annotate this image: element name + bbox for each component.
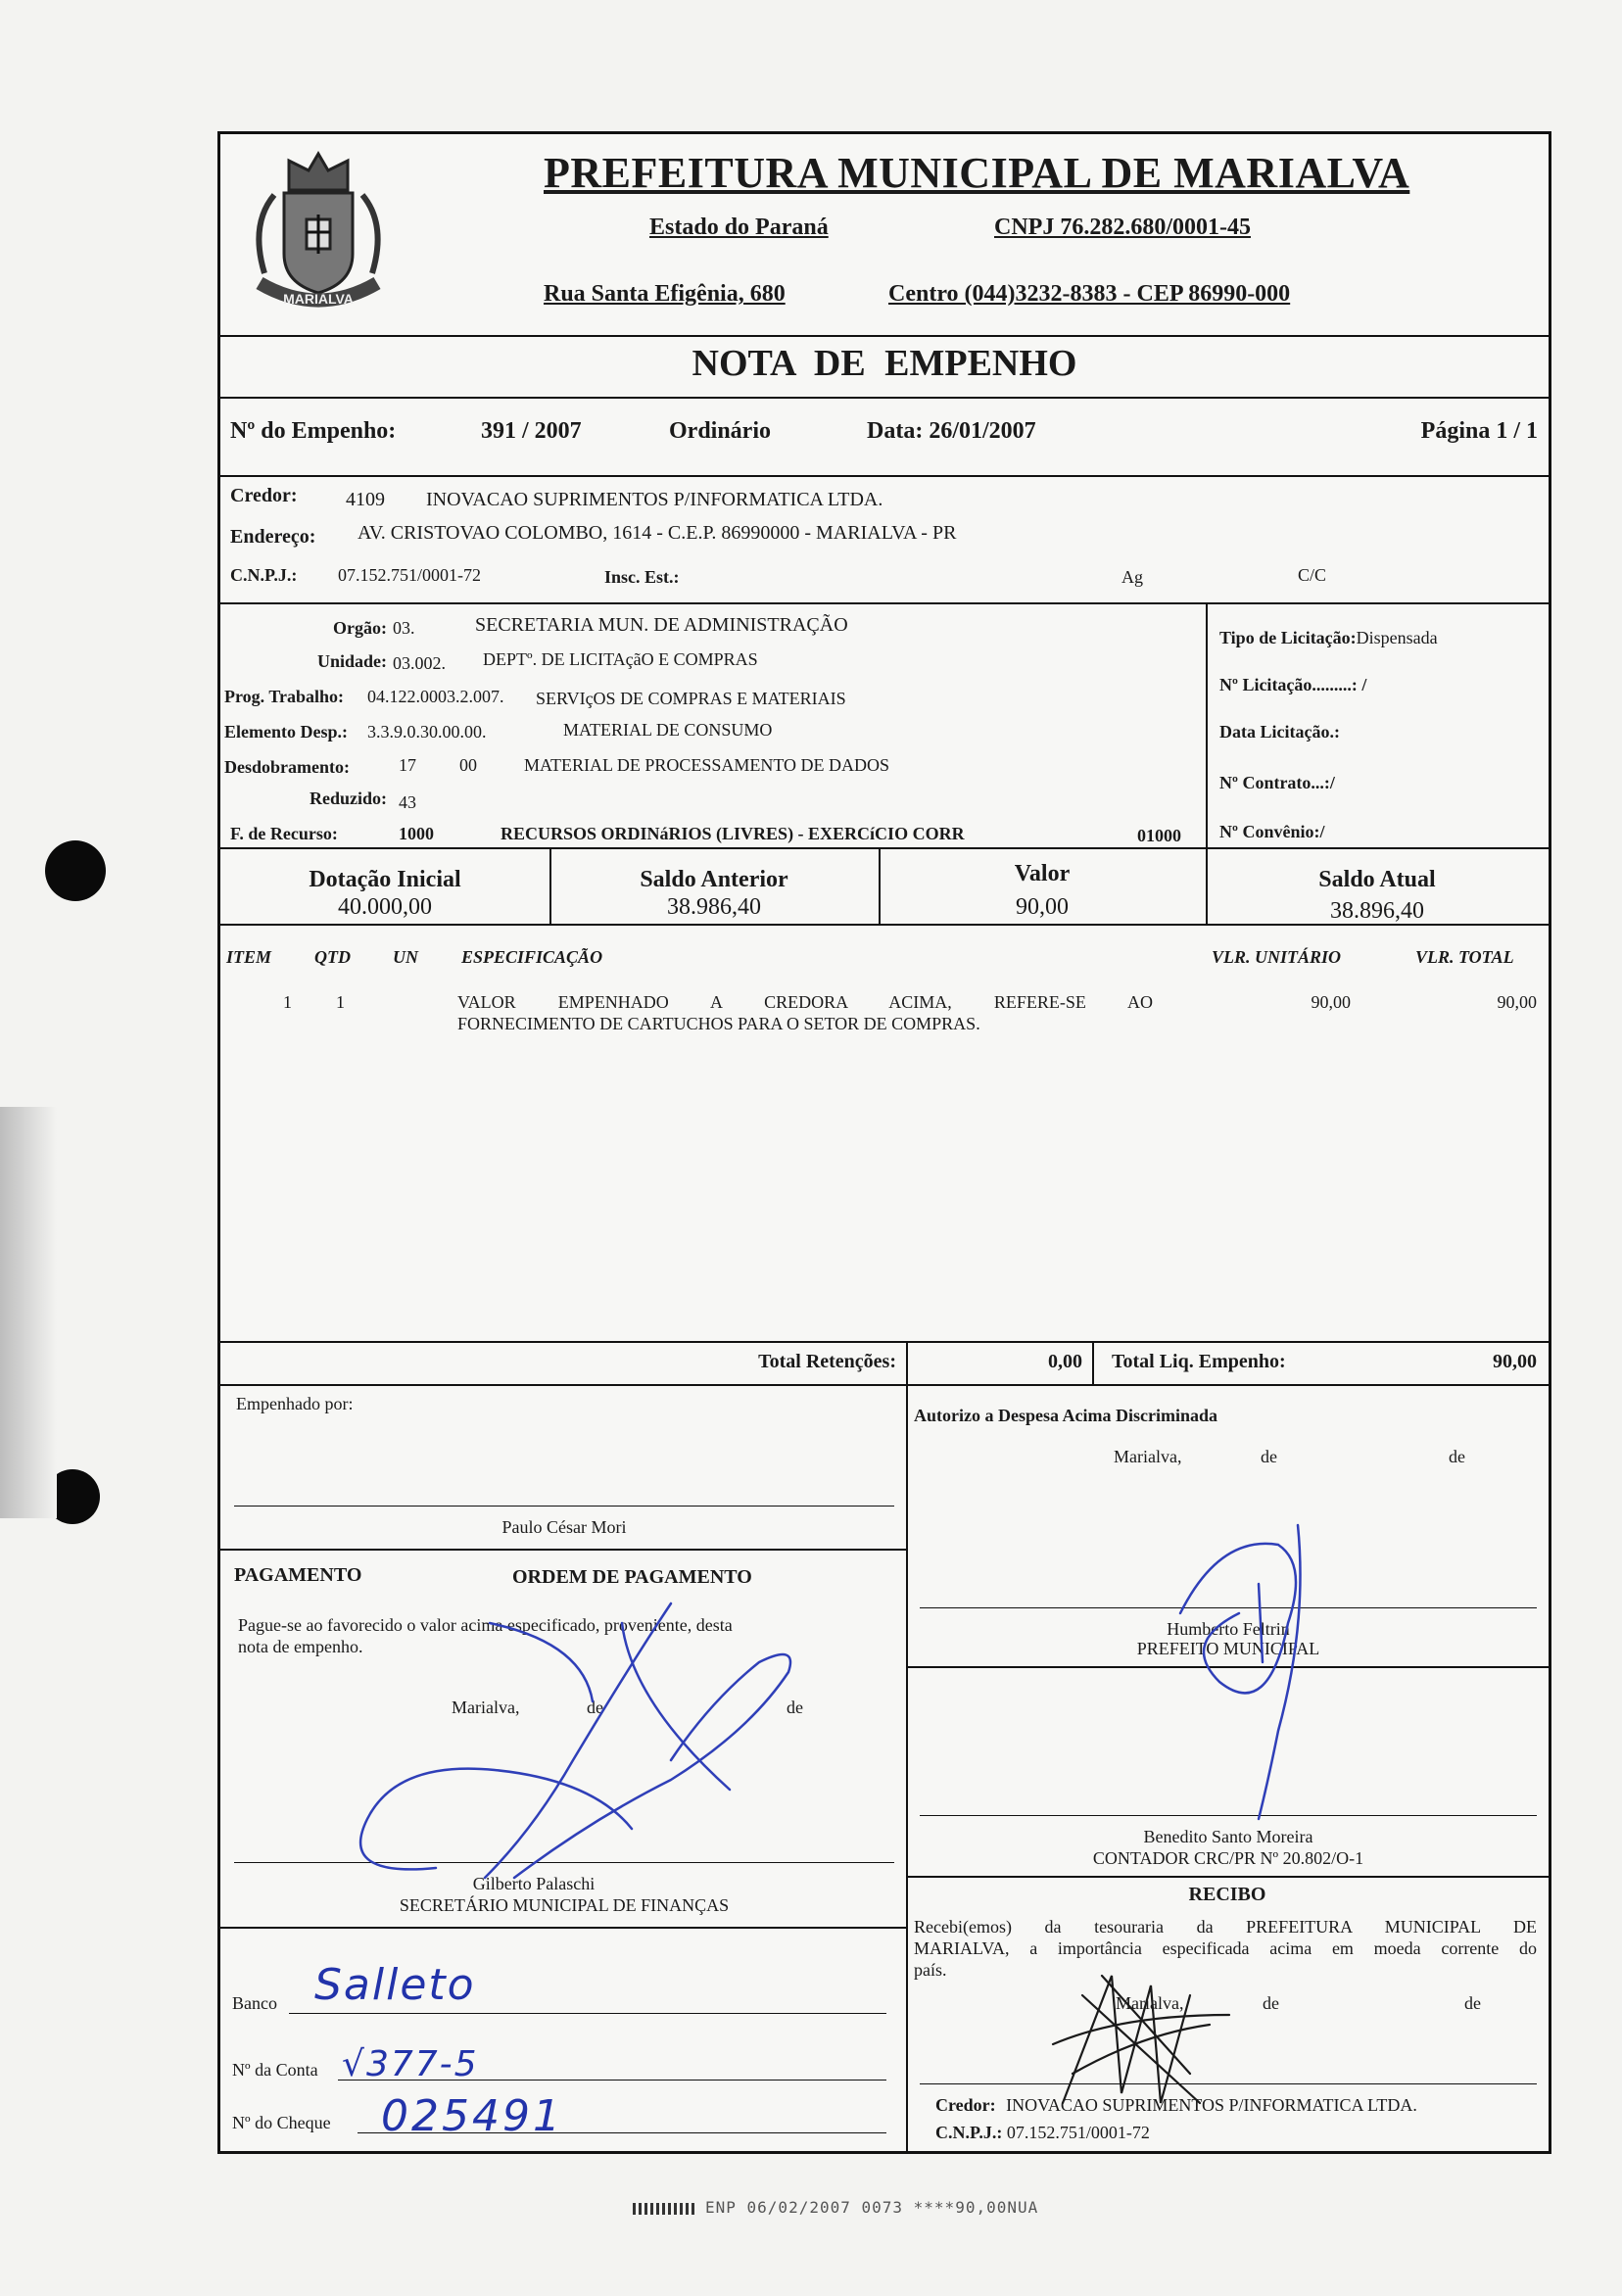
binder-hole-top <box>45 840 106 901</box>
recibo-credor-label: Credor: <box>935 2095 996 2115</box>
recibo-text-line-2: MARIALVA, a importância especificada acima em moeda corrente do <box>914 1938 1537 1958</box>
numero-conta-label: Nº da Conta <box>232 2060 318 2080</box>
pagamento-de-2: de <box>787 1698 803 1717</box>
paper-edge-shadow <box>0 1107 57 1518</box>
document-title: NOTA DE EMPENHO <box>692 343 1077 384</box>
contador-name: Benedito Santo Moreira <box>1143 1827 1313 1846</box>
header-address: Rua Santa Efigênia, 680 <box>544 281 786 307</box>
contador-role: CONTADOR CRC/PR Nº 20.802/O-1 <box>1092 1848 1364 1868</box>
recibo-cnpj <box>935 2123 1150 2143</box>
footer-stamp-text: ENP 06/02/2007 0073 ****90,00NUA <box>705 2198 1039 2217</box>
orgao-label: Orgão: <box>333 618 387 638</box>
autorizo-de-1: de <box>1261 1447 1277 1466</box>
credor-label: Credor: <box>230 485 298 506</box>
empenhado-por-name: Paulo César Mori <box>501 1517 627 1537</box>
numero-contrato: Nº Contrato...:/ <box>1219 773 1335 792</box>
recibo-de-1: de <box>1263 1993 1279 2013</box>
saldo-anterior-value: 38.986,40 <box>667 894 761 920</box>
recibo-de-2: de <box>1464 1993 1481 2013</box>
fonte-recurso-name: RECURSOS ORDINáRIOS (LIVRES) - EXERCíCIO CORR <box>501 824 965 843</box>
desdobramento-name: MATERIAL DE PROCESSAMENTO DE DADOS <box>524 755 890 775</box>
crest-ribbon-text: MARIALVA <box>283 291 354 307</box>
secretario-role: SECRETÁRIO MUNICIPAL DE FINANÇAS <box>399 1895 730 1915</box>
unidade-name: DEPTº. DE LICITAçãO E COMPRAS <box>483 649 758 669</box>
recibo-title: RECIBO <box>1188 1884 1266 1905</box>
total-liquido-value: 90,00 <box>1493 1351 1537 1372</box>
numero-licitacao: Nº Licitação.........: / <box>1219 675 1367 694</box>
column-header-vlr-total: VLR. TOTAL <box>1415 947 1514 967</box>
elemento-name: MATERIAL DE CONSUMO <box>563 720 773 740</box>
header-title: PREFEITURA MUNICIPAL DE MARIALVA <box>544 149 1410 197</box>
pagamento-text-line-1: Pague-se ao favorecido o valor acima especificado, proveniente, desta <box>238 1615 733 1635</box>
ordem-de-pagamento-label: ORDEM DE PAGAMENTO <box>512 1566 752 1588</box>
numero-conta-handwritten-value: √377-5 <box>342 2044 479 2084</box>
credor-cnpj: 07.152.751/0001-72 <box>338 565 481 585</box>
pagamento-label: PAGAMENTO <box>234 1564 362 1586</box>
nota-de-empenho-form <box>217 131 1551 2154</box>
recibo-text-line-1: Recebi(emos) da tesouraria da PREFEITURA MUNICIPAL DE <box>914 1917 1537 1937</box>
column-header-especificacao: ESPECIFICAÇÃO <box>461 947 603 967</box>
numero-cheque-handwritten-value: 025491 <box>381 2091 563 2141</box>
recibo-city: Marialva, <box>1116 1993 1184 2013</box>
item-description-line-2: FORNECIMENTO DE CARTUCHOS PARA O SETOR DE COMPRAS. <box>457 1014 980 1033</box>
cc-label: C/C <box>1298 565 1327 585</box>
header-state: Estado do Paraná <box>649 215 829 240</box>
valor-value: 90,00 <box>1016 894 1069 920</box>
elemento-label: Elemento Desp.: <box>224 722 348 741</box>
fonte-recurso-code: 1000 <box>399 824 434 843</box>
reduzido-value: 43 <box>399 792 416 812</box>
header-address-2: Centro (044)3232-8383 - CEP 86990-000 <box>888 281 1291 307</box>
column-header-vlr-unitario: VLR. UNITÁRIO <box>1212 947 1342 967</box>
item-qtd: 1 <box>336 992 345 1012</box>
municipal-crest-icon <box>220 136 416 332</box>
fonte-recurso-label: F. de Recurso: <box>230 824 338 843</box>
tipo-licitacao-label: Tipo de Licitação: <box>1219 628 1357 647</box>
saldo-atual-value: 38.896,40 <box>1330 898 1424 924</box>
tipo-licitacao-value: Dispensada <box>1356 628 1438 647</box>
column-header-item: ITEM <box>226 947 272 967</box>
dotacao-inicial-label: Dotação Inicial <box>309 867 461 892</box>
banco-label: Banco <box>232 1993 277 2013</box>
prog-trabalho-code: 04.122.0003.2.007. <box>367 687 504 706</box>
reduzido-label: Reduzido: <box>309 789 387 808</box>
total-retencoes-label: Total Retenções: <box>758 1351 896 1372</box>
secretario-name: Gilberto Palaschi <box>472 1874 596 1893</box>
item-number: 1 <box>283 992 292 1012</box>
desdobramento-code-2: 00 <box>459 755 477 775</box>
header-cnpj: CNPJ 76.282.680/0001-45 <box>994 215 1251 240</box>
column-header-qtd: QTD <box>314 947 351 967</box>
fonte-recurso-code-2: 01000 <box>1137 826 1181 845</box>
pagamento-city: Marialva, <box>452 1698 520 1717</box>
credor-name: INOVACAO SUPRIMENTOS P/INFORMATICA LTDA. <box>426 489 883 510</box>
orgao-code: 03. <box>393 618 415 638</box>
elemento-code: 3.3.9.0.30.00.00. <box>367 722 487 741</box>
empenhado-por-label: Empenhado por: <box>236 1394 354 1413</box>
data-licitacao: Data Licitação.: <box>1219 722 1340 741</box>
prog-trabalho-label: Prog. Trabalho: <box>224 687 345 706</box>
ag-label: Ag <box>1121 567 1143 587</box>
prog-trabalho-name: SERVIçOS DE COMPRAS E MATERIAIS <box>536 689 846 708</box>
empenho-date: Data: 26/01/2007 <box>867 418 1036 444</box>
autorizo-city: Marialva, <box>1114 1447 1182 1466</box>
column-header-un: UN <box>393 947 418 967</box>
autorizo-de-2: de <box>1449 1447 1465 1466</box>
item-unit-value: 90,00 <box>1311 992 1351 1012</box>
recibo-text-line-3: país. <box>914 1960 947 1980</box>
item-description-line-1: VALOR EMPENHADO A CREDORA ACIMA, REFERE-SE AO <box>457 992 1153 1012</box>
credor-code: 4109 <box>346 489 385 510</box>
prefeito-signature-icon <box>1161 1506 1357 1858</box>
desdobramento-code-1: 17 <box>399 755 416 775</box>
saldo-anterior-label: Saldo Anterior <box>640 867 788 892</box>
empenho-type: Ordinário <box>669 418 772 444</box>
valor-label: Valor <box>1014 861 1071 886</box>
recibo-cnpj-label: C.N.P.J.: <box>935 2123 1003 2142</box>
pagamento-de-1: de <box>587 1698 603 1717</box>
endereco-label: Endereço: <box>230 526 316 548</box>
autorizo-label: Autorizo a Despesa Acima Discriminada <box>914 1406 1217 1425</box>
recibo-credor-name: INOVACAO SUPRIMENTOS P/INFORMATICA LTDA. <box>1006 2095 1417 2115</box>
insc-est-label: Insc. Est.: <box>604 567 680 587</box>
prefeito-role: PREFEITO MUNICIPAL <box>1136 1639 1320 1658</box>
recibo-credor <box>935 2095 1417 2116</box>
page-number: Página 1 / 1 <box>1420 418 1538 444</box>
banco-handwritten-value: Salleto <box>314 1960 476 2010</box>
pagamento-text-line-2: nota de empenho. <box>238 1637 363 1656</box>
numero-cheque-label: Nº do Cheque <box>232 2113 331 2132</box>
barcode-icon <box>633 2203 695 2215</box>
empenho-number: 391 / 2007 <box>481 418 582 444</box>
item-total-value: 90,00 <box>1497 992 1537 1012</box>
total-liquido-label: Total Liq. Empenho: <box>1112 1351 1286 1372</box>
unidade-label: Unidade: <box>316 651 387 671</box>
tipo-licitacao <box>1219 628 1438 648</box>
recibo-cnpj-value: 07.152.751/0001-72 <box>1006 2123 1150 2142</box>
orgao-name: SECRETARIA MUN. DE ADMINISTRAÇÃO <box>475 614 848 636</box>
cnpj-label: C.N.P.J.: <box>230 565 298 585</box>
unidade-code: 03.002. <box>393 653 446 673</box>
empenho-number-label: Nº do Empenho: <box>230 418 397 444</box>
numero-convenio: Nº Convênio:/ <box>1219 822 1325 841</box>
credor-endereco: AV. CRISTOVAO COLOMBO, 1614 - C.E.P. 86990000 - MARIALVA - PR <box>358 522 957 544</box>
saldo-atual-label: Saldo Atual <box>1318 867 1436 892</box>
dotacao-inicial-value: 40.000,00 <box>338 894 432 920</box>
footer-validation-stamp <box>633 2198 1038 2217</box>
total-retencoes-value: 0,00 <box>1048 1351 1082 1372</box>
prefeito-name: Humberto Feltrin <box>1167 1619 1290 1639</box>
desdobramento-label: Desdobramento: <box>224 757 350 777</box>
